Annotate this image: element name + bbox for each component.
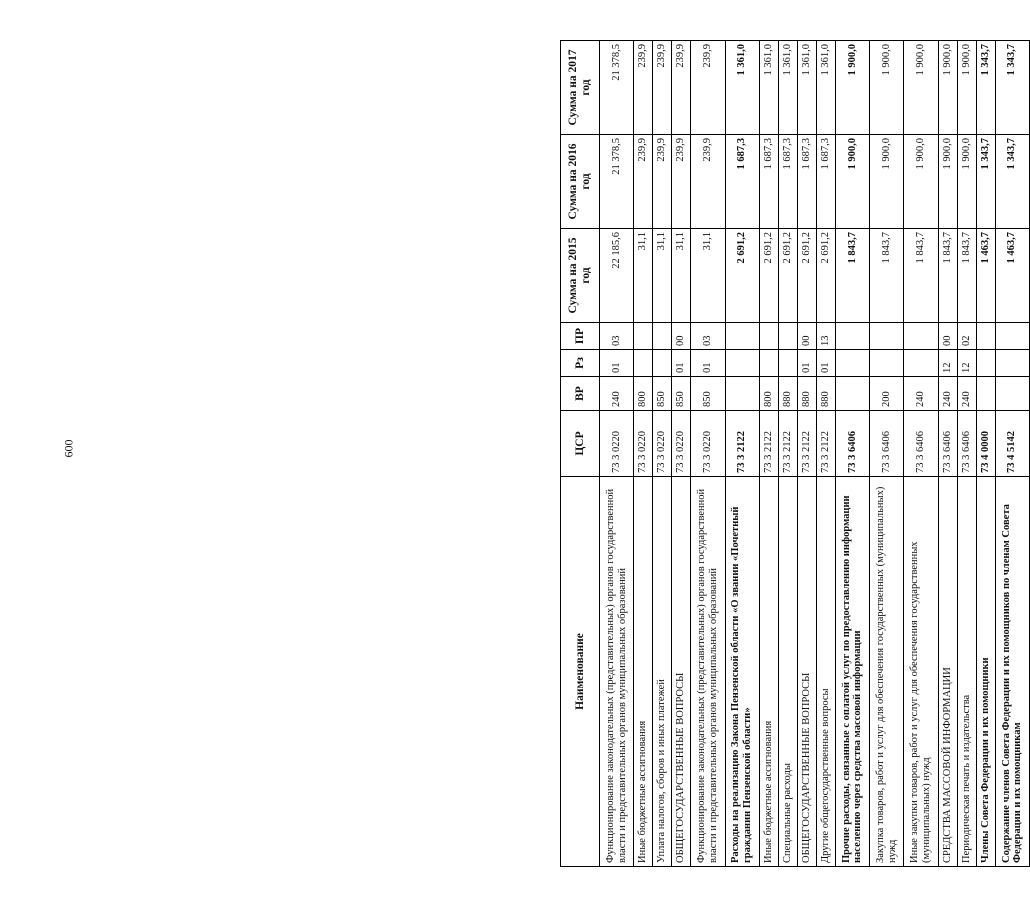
row-pr bbox=[976, 323, 995, 350]
row-sum-2016: 1 687,3 bbox=[759, 135, 778, 229]
row-csr: 73 3 2122 bbox=[759, 411, 778, 477]
row-rz bbox=[725, 350, 759, 377]
row-sum-2016: 1 687,3 bbox=[816, 135, 835, 229]
row-sum-2015: 2 691,2 bbox=[759, 229, 778, 323]
row-pr: 03 bbox=[691, 323, 725, 350]
table-row bbox=[634, 41, 653, 867]
row-sum-2015: 31,1 bbox=[691, 229, 725, 323]
row-vr: 200 bbox=[870, 377, 904, 411]
header-pr: ПР bbox=[561, 323, 600, 350]
row-pr: 02 bbox=[957, 323, 976, 350]
row-sum-2016: 1 687,3 bbox=[797, 135, 816, 229]
header-name: Наименование bbox=[561, 477, 600, 867]
row-vr: 880 bbox=[778, 377, 797, 411]
row-name: ОБЩЕГОСУДАРСТВЕННЫЕ ВОПРОСЫ bbox=[672, 477, 691, 867]
header-sum-2017: Сумма на 2017 год bbox=[561, 41, 600, 135]
budget-table bbox=[560, 40, 1030, 867]
row-rz bbox=[995, 350, 1029, 377]
row-pr: 00 bbox=[938, 323, 957, 350]
row-sum-2017: 1 900,0 bbox=[938, 41, 957, 135]
row-sum-2017: 1 361,0 bbox=[759, 41, 778, 135]
row-sum-2017: 21 378,5 bbox=[600, 41, 634, 135]
row-csr: 73 3 0220 bbox=[634, 411, 653, 477]
row-vr bbox=[995, 377, 1029, 411]
row-sum-2015: 2 691,2 bbox=[778, 229, 797, 323]
row-sum-2016: 21 378,5 bbox=[600, 135, 634, 229]
row-sum-2015: 1 843,7 bbox=[835, 229, 869, 323]
row-sum-2017: 1 900,0 bbox=[904, 41, 938, 135]
row-sum-2017: 1 900,0 bbox=[957, 41, 976, 135]
row-pr bbox=[904, 323, 938, 350]
row-csr: 73 3 0220 bbox=[691, 411, 725, 477]
row-rz: 01 bbox=[816, 350, 835, 377]
row-csr: 73 3 6406 bbox=[835, 411, 869, 477]
header-csr: ЦСР bbox=[561, 411, 600, 477]
table-row bbox=[759, 41, 778, 867]
row-pr bbox=[870, 323, 904, 350]
row-sum-2017: 1 343,7 bbox=[976, 41, 995, 135]
row-name: Прочие расходы, связанные с оплатой услуг по предоставлению информации населению через средства массовой информации bbox=[835, 477, 869, 867]
row-name: Закупка товаров, работ и услуг для обеспечения государственных (муниципальных) нужд bbox=[870, 477, 904, 867]
row-sum-2016: 239,9 bbox=[672, 135, 691, 229]
row-sum-2015: 2 691,2 bbox=[816, 229, 835, 323]
row-sum-2016: 1 900,0 bbox=[904, 135, 938, 229]
row-sum-2016: 1 900,0 bbox=[870, 135, 904, 229]
table-row bbox=[835, 41, 869, 867]
table-body bbox=[600, 41, 1030, 867]
row-sum-2016: 239,9 bbox=[653, 135, 672, 229]
table-row bbox=[957, 41, 976, 867]
row-rz: 01 bbox=[691, 350, 725, 377]
row-csr: 73 3 6406 bbox=[870, 411, 904, 477]
row-sum-2017: 239,9 bbox=[653, 41, 672, 135]
table-row bbox=[870, 41, 904, 867]
row-sum-2017: 239,9 bbox=[634, 41, 653, 135]
row-rz bbox=[870, 350, 904, 377]
row-rz bbox=[634, 350, 653, 377]
row-rz: 01 bbox=[672, 350, 691, 377]
row-pr bbox=[995, 323, 1029, 350]
row-vr: 240 bbox=[957, 377, 976, 411]
header-rz: Рз bbox=[561, 350, 600, 377]
row-sum-2015: 31,1 bbox=[653, 229, 672, 323]
row-rz bbox=[904, 350, 938, 377]
row-vr: 850 bbox=[653, 377, 672, 411]
row-sum-2017: 1 900,0 bbox=[835, 41, 869, 135]
row-pr bbox=[835, 323, 869, 350]
row-rz: 12 bbox=[957, 350, 976, 377]
table-row bbox=[797, 41, 816, 867]
row-pr: 13 bbox=[816, 323, 835, 350]
row-name: Уплата налогов, сборов и иных платежей bbox=[653, 477, 672, 867]
row-pr: 03 bbox=[600, 323, 634, 350]
row-name: Периодическая печать и издательства bbox=[957, 477, 976, 867]
row-sum-2017: 239,9 bbox=[691, 41, 725, 135]
row-vr bbox=[835, 377, 869, 411]
row-sum-2015: 2 691,2 bbox=[797, 229, 816, 323]
row-csr: 73 3 6406 bbox=[904, 411, 938, 477]
row-name: СРЕДСТВА МАССОВОЙ ИНФОРМАЦИИ bbox=[938, 477, 957, 867]
row-sum-2015: 1 843,7 bbox=[870, 229, 904, 323]
row-csr: 73 4 0000 bbox=[976, 411, 995, 477]
row-csr: 73 3 2122 bbox=[725, 411, 759, 477]
row-pr: 00 bbox=[797, 323, 816, 350]
row-pr bbox=[759, 323, 778, 350]
table-header-row bbox=[561, 41, 600, 867]
row-csr: 73 3 2122 bbox=[797, 411, 816, 477]
row-sum-2017: 1 361,0 bbox=[725, 41, 759, 135]
row-sum-2016: 1 900,0 bbox=[957, 135, 976, 229]
row-vr bbox=[725, 377, 759, 411]
table-row bbox=[976, 41, 995, 867]
row-sum-2016: 239,9 bbox=[691, 135, 725, 229]
row-name: Функционирование законодательных (представительных) органов государственной власти и представительных органов муниципальных образований bbox=[691, 477, 725, 867]
row-pr: 00 bbox=[672, 323, 691, 350]
row-vr: 240 bbox=[600, 377, 634, 411]
row-rz bbox=[835, 350, 869, 377]
row-sum-2015: 2 691,2 bbox=[725, 229, 759, 323]
row-sum-2016: 1 687,3 bbox=[725, 135, 759, 229]
row-rz bbox=[976, 350, 995, 377]
row-name: Содержание членов Совета Федерации и их помощников по членам Совета Федерации и их помощникам bbox=[995, 477, 1029, 867]
row-vr: 240 bbox=[938, 377, 957, 411]
row-csr: 73 3 6406 bbox=[957, 411, 976, 477]
row-name: Иные бюджетные ассигнования bbox=[634, 477, 653, 867]
row-sum-2016: 1 687,3 bbox=[778, 135, 797, 229]
row-rz: 12 bbox=[938, 350, 957, 377]
row-sum-2017: 1 343,7 bbox=[995, 41, 1029, 135]
table-row bbox=[778, 41, 797, 867]
row-vr: 800 bbox=[759, 377, 778, 411]
row-rz: 01 bbox=[797, 350, 816, 377]
row-vr: 240 bbox=[904, 377, 938, 411]
row-name: ОБЩЕГОСУДАРСТВЕННЫЕ ВОПРОСЫ bbox=[797, 477, 816, 867]
row-name: Расходы на реализацию Закона Пензенской области «О звании «Почетный гражданин Пензенской области» bbox=[725, 477, 759, 867]
row-sum-2015: 1 463,7 bbox=[995, 229, 1029, 323]
row-sum-2015: 1 843,7 bbox=[957, 229, 976, 323]
row-vr bbox=[976, 377, 995, 411]
row-name: Другие общегосударственные вопросы bbox=[816, 477, 835, 867]
row-sum-2017: 239,9 bbox=[672, 41, 691, 135]
row-sum-2016: 1 343,7 bbox=[995, 135, 1029, 229]
row-pr bbox=[725, 323, 759, 350]
row-rz bbox=[653, 350, 672, 377]
row-csr: 73 3 0220 bbox=[653, 411, 672, 477]
row-sum-2017: 1 900,0 bbox=[870, 41, 904, 135]
row-name: Члены Совета Федерации и их помощники bbox=[976, 477, 995, 867]
table-row bbox=[904, 41, 938, 867]
row-csr: 73 3 6406 bbox=[938, 411, 957, 477]
row-sum-2016: 1 900,0 bbox=[835, 135, 869, 229]
row-csr: 73 3 0220 bbox=[672, 411, 691, 477]
header-vr: ВР bbox=[561, 377, 600, 411]
row-sum-2015: 22 185,6 bbox=[600, 229, 634, 323]
table-row bbox=[938, 41, 957, 867]
row-name: Иные закупки товаров, работ и услуг для обеспечения государственных (муниципальных) нужд bbox=[904, 477, 938, 867]
table-row bbox=[995, 41, 1029, 867]
page-number: 600 bbox=[61, 439, 76, 458]
row-pr bbox=[778, 323, 797, 350]
row-sum-2015: 1 843,7 bbox=[904, 229, 938, 323]
row-sum-2016: 239,9 bbox=[634, 135, 653, 229]
row-csr: 73 3 2122 bbox=[816, 411, 835, 477]
row-sum-2016: 1 900,0 bbox=[938, 135, 957, 229]
row-sum-2015: 1 843,7 bbox=[938, 229, 957, 323]
row-vr: 800 bbox=[634, 377, 653, 411]
table-row bbox=[600, 41, 634, 867]
row-pr bbox=[653, 323, 672, 350]
row-pr bbox=[634, 323, 653, 350]
table-row bbox=[653, 41, 672, 867]
row-sum-2016: 1 343,7 bbox=[976, 135, 995, 229]
table-row bbox=[816, 41, 835, 867]
row-rz bbox=[778, 350, 797, 377]
row-name: Функционирование законодательных (представительных) органов государственной власти и представительных органов муниципальных образований bbox=[600, 477, 634, 867]
row-csr: 73 4 5142 bbox=[995, 411, 1029, 477]
row-name: Иные бюджетные ассигнования bbox=[759, 477, 778, 867]
row-vr: 850 bbox=[672, 377, 691, 411]
header-sum-2015: Сумма на 2015 год bbox=[561, 229, 600, 323]
table-row bbox=[691, 41, 725, 867]
budget-table-container bbox=[560, 41, 1030, 867]
row-name: Специальные расходы bbox=[778, 477, 797, 867]
header-sum-2016: Сумма на 2016 год bbox=[561, 135, 600, 229]
row-sum-2017: 1 361,0 bbox=[778, 41, 797, 135]
row-sum-2015: 31,1 bbox=[672, 229, 691, 323]
table-row bbox=[672, 41, 691, 867]
row-vr: 850 bbox=[691, 377, 725, 411]
row-sum-2015: 1 463,7 bbox=[976, 229, 995, 323]
row-rz: 01 bbox=[600, 350, 634, 377]
row-sum-2017: 1 361,0 bbox=[797, 41, 816, 135]
row-vr: 880 bbox=[797, 377, 816, 411]
row-sum-2017: 1 361,0 bbox=[816, 41, 835, 135]
row-csr: 73 3 2122 bbox=[778, 411, 797, 477]
table-row bbox=[725, 41, 759, 867]
row-sum-2015: 31,1 bbox=[634, 229, 653, 323]
row-csr: 73 3 0220 bbox=[600, 411, 634, 477]
row-rz bbox=[759, 350, 778, 377]
row-vr: 880 bbox=[816, 377, 835, 411]
